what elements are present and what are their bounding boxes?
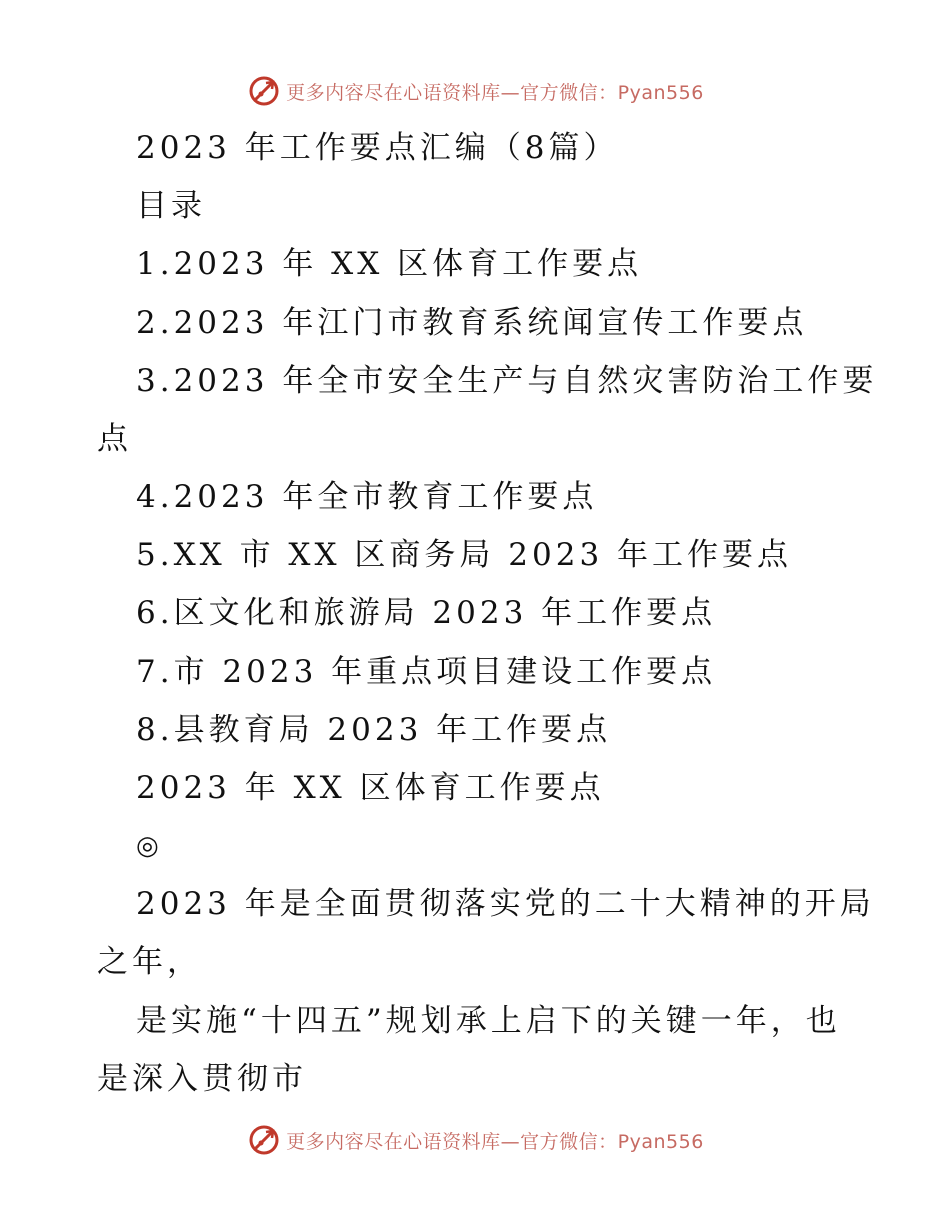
paragraph-line: 2023 年是全面贯彻落实党的二十大精神的开局 [136,886,875,922]
toc-item-continuation: 点 [97,421,132,457]
watermark-text: 更多内容尽在心语资料库—官方微信：Pyan556 [286,81,704,104]
toc-item: 3.2023 年全市安全生产与自然灾害防治工作要 [136,363,878,399]
symbol-mark: ◎ [136,831,163,861]
toc-item: 4.2023 年全市教育工作要点 [136,479,598,515]
toc-heading: 目录 [136,188,206,224]
toc-item: 6.区文化和旅游局 2023 年工作要点 [136,595,717,631]
toc-item: 5.XX 市 XX 区商务局 2023 年工作要点 [136,537,793,573]
toc-item: 1.2023 年 XX 区体育工作要点 [136,246,643,282]
pen-logo-icon [246,1122,282,1158]
paragraph-line: 之年， [97,944,202,980]
document-title: 2023 年工作要点汇编（8篇） [136,130,619,166]
footer-watermark-banner [0,1120,950,1160]
pen-logo-icon [246,73,282,109]
header-watermark-banner [0,71,950,111]
toc-item: 8.县教育局 2023 年工作要点 [136,712,612,748]
watermark-text: 更多内容尽在心语资料库—官方微信：Pyan556 [286,1130,704,1153]
toc-item: 2.2023 年江门市教育系统闻宣传工作要点 [136,305,808,341]
toc-item: 7.市 2023 年重点项目建设工作要点 [136,654,717,690]
paragraph-line: 是实施“十四五”规划承上启下的关键一年，也 [136,1003,841,1039]
paragraph-line: 是深入贯彻市 [97,1061,307,1097]
section-title: 2023 年 XX 区体育工作要点 [136,770,605,806]
